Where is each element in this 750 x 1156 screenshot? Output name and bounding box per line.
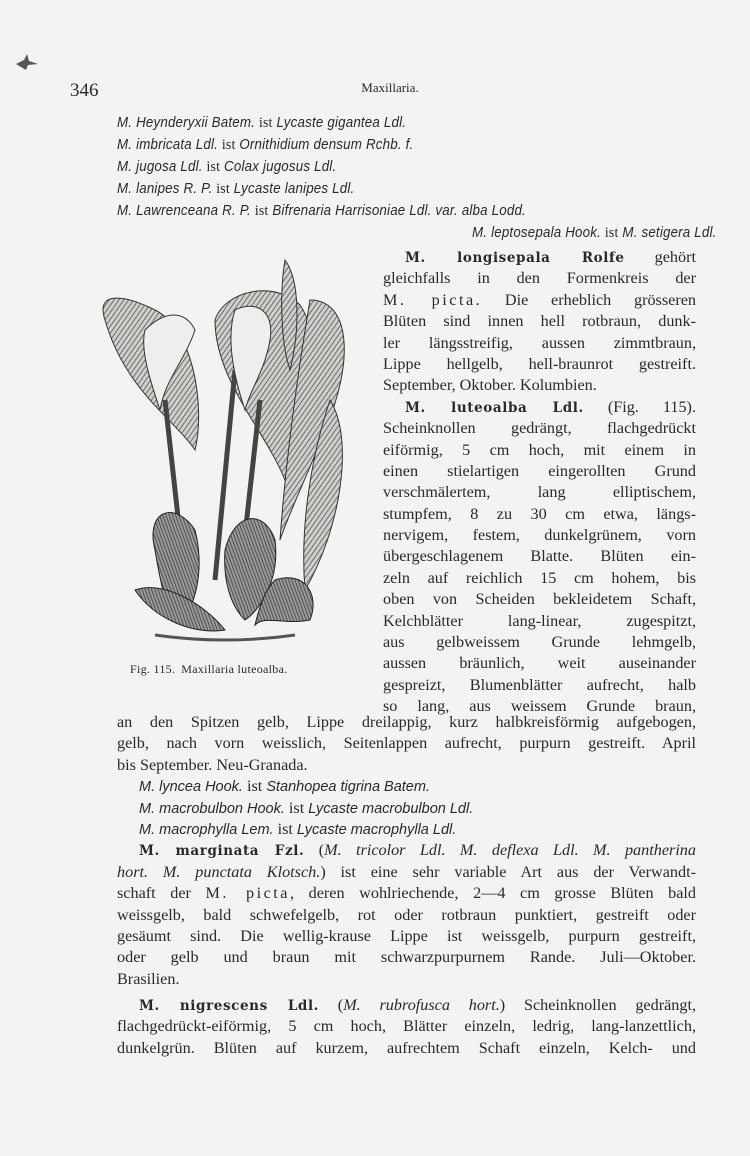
text-line [117, 776, 696, 797]
text-segment: M. macrophylla Lem. [139, 821, 278, 838]
synonym-ist: ist [258, 115, 273, 131]
text-line [383, 397, 696, 418]
text-segment: gelb, nach vorn weisslich, Seitenlappen aufrecht, purpurn gestreift. April [117, 734, 696, 753]
text-segment: ( [319, 996, 344, 1014]
text-line [383, 440, 696, 461]
text-segment: stumpfem, 8 zu 30 cm etwa, längs- [383, 504, 696, 523]
text-line [383, 482, 696, 503]
text-segment: ist [247, 777, 267, 796]
species-heading: M. luteoalba Ldl. [405, 399, 584, 416]
text-line [117, 926, 696, 947]
text-segment: oben von Scheiden bekleidetem Schaft, [383, 590, 696, 609]
text-line [117, 947, 696, 968]
body-text-nigrescens [117, 995, 696, 1059]
text-segment: M. picta. [383, 290, 483, 309]
text-segment: ler längsstreifig, aussen zimmtbraun, [383, 333, 696, 352]
text-line [383, 653, 696, 674]
synonym-line [472, 225, 717, 242]
text-segment: eiförmig, 5 cm hoch, mit einem in [383, 440, 696, 459]
text-line [117, 712, 696, 733]
synonym-name: M. imbricata Ldl. [117, 137, 218, 153]
text-segment: schaft der [117, 884, 206, 903]
synonym-ist: ist [221, 137, 236, 153]
synonym-line [117, 115, 406, 132]
text-segment: ist [288, 798, 309, 817]
text-segment: Lycaste macrobulbon Ldl. [308, 800, 474, 817]
text-segment: gesäumt sind. Die wellig-krause Lippe ist weissgelb, purpurn gestreift, [117, 926, 696, 945]
text-line [383, 290, 696, 311]
text-line [383, 354, 696, 375]
text-line [383, 247, 696, 268]
text-segment: September, Oktober. Kolumbien. [383, 376, 597, 395]
text-segment: an den Spitzen gelb, Lippe dreilappig, kurz halbkreisförmig aufgebogen, [117, 713, 696, 731]
text-segment: verschmälertem, lang elliptischem, [383, 483, 696, 502]
text-segment: bis September. Neu-Granada. [117, 755, 308, 774]
text-segment: dunkelgrün. Blüten auf kurzem, aufrechtem Schaft einzeln, Kelch- und [117, 1038, 696, 1057]
text-segment: so lang, aus weissem Grunde braun, [383, 697, 696, 716]
right-column-text [383, 247, 696, 718]
text-segment: M. rubrofusca hort. [343, 996, 500, 1014]
text-line [117, 733, 696, 754]
text-line [117, 862, 696, 883]
text-segment: gehört [624, 248, 696, 266]
figure-caption [130, 662, 288, 677]
synonym-ist: ist [216, 181, 230, 197]
synonym-name: M. Lawrenceana R. P. [117, 203, 251, 219]
text-segment: ( [304, 841, 325, 860]
text-segment: flachgedrückt-eiförmig, 5 cm hoch, Blätter einzeln, ledrig, lang-lanzettlich, [117, 1017, 696, 1036]
text-segment: M. macrobulbon Hook. [139, 800, 289, 817]
text-line [383, 546, 696, 567]
text-line [383, 589, 696, 610]
text-segment: nervigem, festem, dunkelgrünem, vorn [383, 526, 696, 545]
text-segment: zeln auf reichlich 15 cm hohem, bis [383, 568, 696, 587]
figure-number: Fig. 115. [130, 662, 176, 676]
text-line [383, 525, 696, 546]
text-segment: Lippe hellgelb, hell-braunrot gestreift. [383, 354, 696, 373]
text-segment: Die erheblich grösseren [482, 290, 696, 309]
orchid-illustration [85, 250, 365, 660]
synonym-ist: ist [206, 159, 221, 175]
synonym-ist: ist [254, 203, 269, 219]
species-heading: M. marginata Fzl. [139, 843, 305, 860]
text-line [117, 905, 696, 926]
species-heading: M. nigrescens Ldl. [139, 998, 319, 1014]
synonym-name: M. lanipes R. P. [117, 181, 213, 197]
text-segment: M. tricolor Ldl. M. deflexa Ldl. M. pantherina [324, 841, 696, 860]
synonym-line [117, 159, 336, 176]
synonym-target: Bifrenaria Harrisoniae Ldl. var. alba Lodd. [272, 203, 526, 219]
text-segment: , deren wohlriechende, 2—4 cm grosse Blüten bald [290, 884, 696, 903]
text-line [383, 268, 696, 289]
text-line [383, 418, 696, 439]
synonym-target: Ornithidium densum Rchb. f. [239, 137, 414, 153]
synonym-name: M. leptosepala Hook. [472, 225, 602, 241]
synonym-line [117, 137, 413, 154]
synonym-target: Colax jugosus Ldl. [224, 159, 337, 175]
text-segment: gleichfalls in den Formenkreis der [383, 269, 696, 288]
text-segment: übergeschlagenem Blatte. Blüten ein- [383, 547, 696, 566]
text-segment: (Fig. 115). [583, 397, 696, 416]
text-segment: Lycaste macrophylla Ldl. [296, 821, 457, 838]
text-line [383, 311, 696, 332]
text-line [117, 969, 696, 990]
text-line [117, 883, 696, 904]
synonym-name: M. jugosa Ldl. [117, 159, 203, 175]
text-line [117, 798, 696, 819]
text-segment: Brasilien. [117, 969, 180, 988]
text-segment: M. lyncea Hook. [139, 779, 247, 796]
text-line [117, 1016, 696, 1037]
ink-mark-icon [14, 52, 40, 72]
text-segment: weissgelb, bald schwefelgelb, rot oder rotbraun punktiert, gestreift oder [117, 905, 696, 924]
text-segment: einen stielartigen eingerollten Grund [383, 461, 696, 480]
text-line [383, 504, 696, 525]
text-line [383, 568, 696, 589]
synonym-ist: ist [604, 225, 619, 241]
synonym-target: Lycaste lanipes Ldl. [233, 181, 355, 197]
body-text [117, 712, 696, 990]
text-segment: Blüten sind innen hell rotbraun, dunk- [383, 312, 696, 331]
text-segment: ) ist eine sehr variable Art aus der Verwandt- [320, 862, 696, 881]
text-segment: gespreizt, Blumenblätter aufrecht, halb [383, 675, 696, 694]
synonym-line [117, 181, 354, 198]
page-number: 346 [70, 80, 99, 101]
synonym-target: Lycaste gigantea Ldl. [276, 115, 407, 131]
text-segment: ist [277, 819, 297, 838]
text-segment: Stanhopea tigrina Batem. [266, 779, 430, 796]
text-line [383, 461, 696, 482]
synonym-name: M. Heynderyxii Batem. [117, 115, 256, 131]
text-line [383, 333, 696, 354]
text-segment: hort. M. punctata Klotsch. [117, 862, 321, 881]
text-line [383, 675, 696, 696]
text-line [117, 1038, 696, 1059]
synonym-target: M. setigera Ldl. [622, 225, 717, 241]
text-segment: aus gelbweissem Grunde lehmgelb, [383, 633, 696, 652]
text-line [117, 819, 696, 840]
synonym-line [117, 203, 526, 220]
text-segment: aussen bräunlich, weit auseinander [383, 654, 696, 673]
text-segment: ) Scheinknollen gedrängt, [499, 996, 696, 1014]
figure-title: Maxillaria luteoalba. [181, 662, 288, 676]
text-segment: M. picta [205, 884, 290, 903]
text-line [383, 632, 696, 653]
text-line [383, 611, 696, 632]
text-segment: Scheinknollen gedrängt, flachgedrückt [383, 419, 696, 438]
text-segment: Kelchblätter lang-linear, zugespitzt, [383, 611, 696, 630]
text-line [117, 840, 696, 861]
text-line [117, 995, 696, 1016]
running-title: Maxillaria. [361, 80, 419, 95]
text-line [117, 755, 696, 776]
text-segment: oder gelb und braun mit schwarzpurpurnem Rande. Juli—Oktober. [117, 948, 696, 967]
text-line [383, 375, 696, 396]
species-heading: M. longisepala Rolfe [405, 250, 625, 266]
